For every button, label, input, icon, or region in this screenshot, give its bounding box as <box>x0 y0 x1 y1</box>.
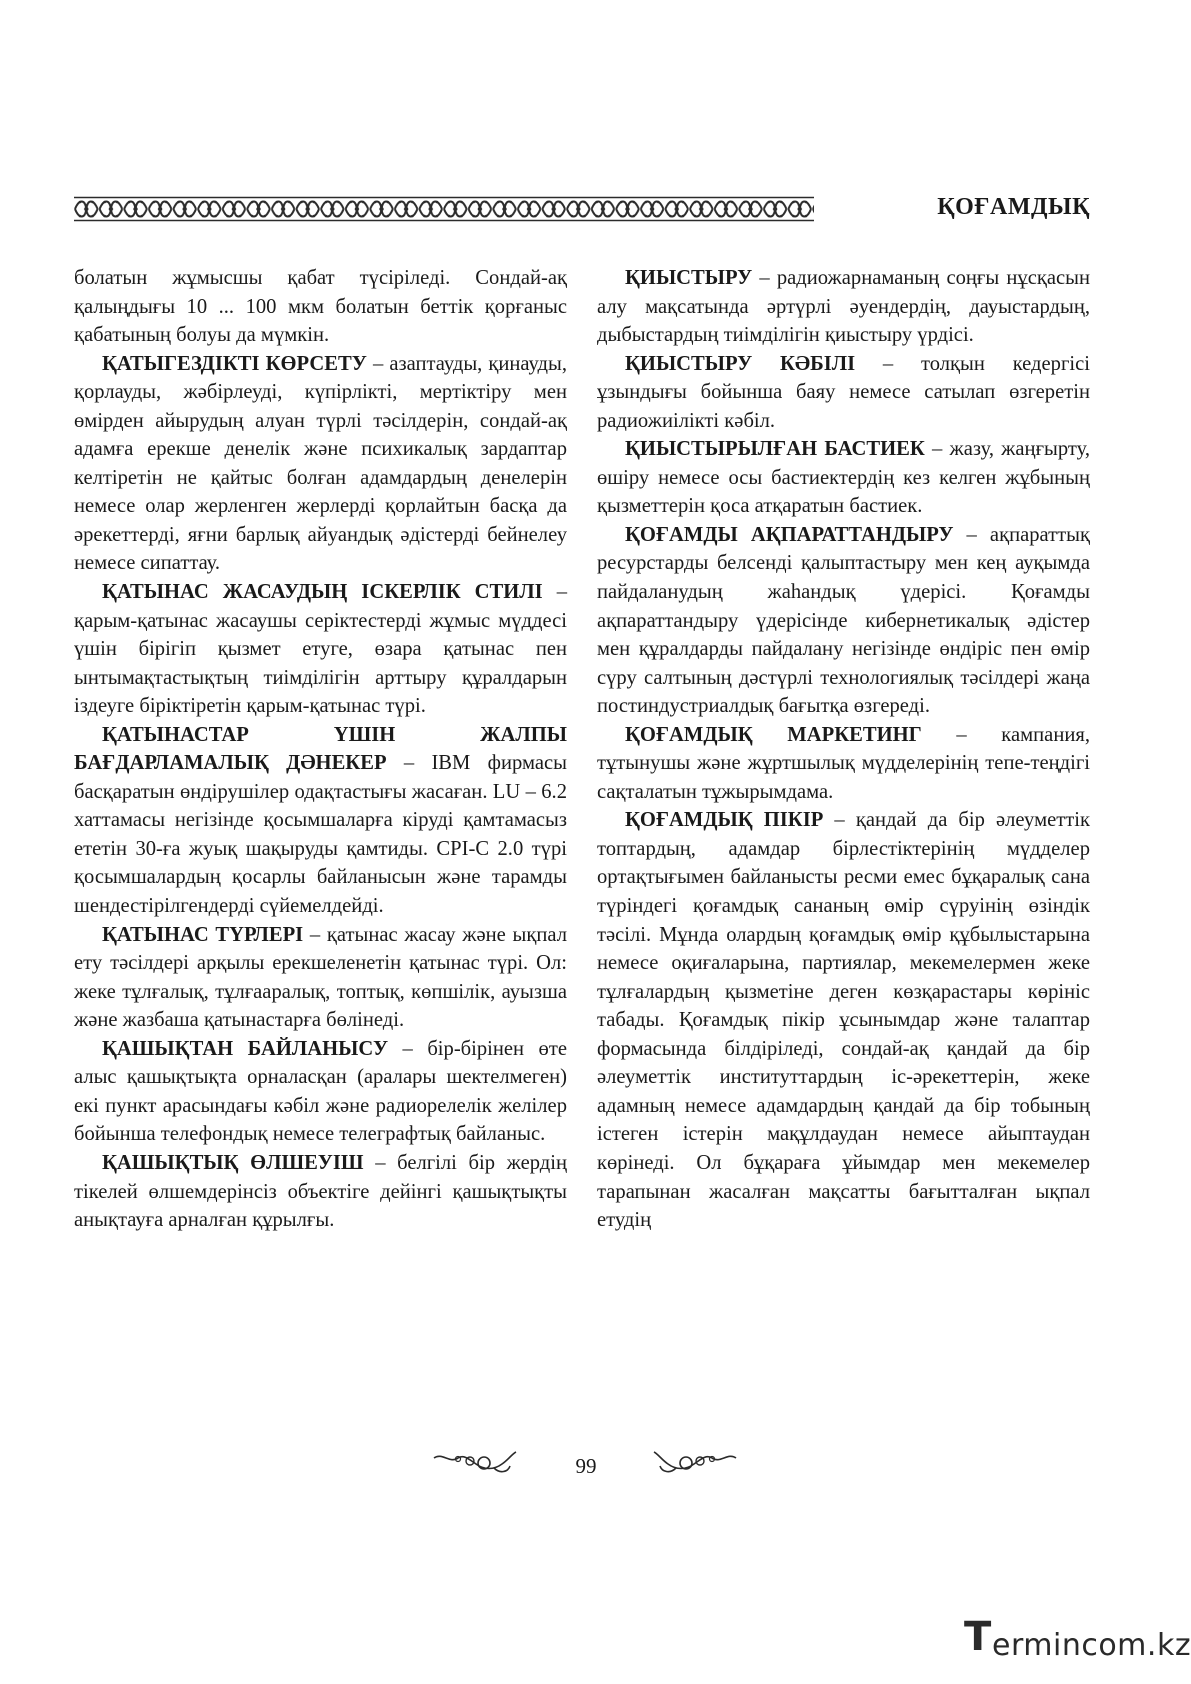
glossary-entry <box>74 1149 567 1235</box>
glossary-entry <box>597 806 1090 1234</box>
entry-definition: – радиожарнаманың соңғы нұсқасын алу мақсатында әртүрлі әуендердің, дауыстардың, дыбыстардың тиімділігін қиыстыру үрдісі. <box>597 267 1090 347</box>
glossary-entry <box>74 578 567 721</box>
glossary-entry <box>74 721 567 921</box>
watermark-text: ermincom.kz <box>992 1628 1191 1663</box>
page-header <box>74 192 1090 226</box>
glossary-entry <box>74 1035 567 1149</box>
glossary-entry <box>597 435 1090 521</box>
glossary-entry <box>597 721 1090 807</box>
entry-term: ҚИЫСТЫРУ <box>625 267 753 289</box>
entry-definition: болатын жұмысшы қабат түсіріледі. Сондай-ақ қалыңдығы 10 ... 100 мкм болатын беттік қорғаныс қабатының болуы да мүмкін. <box>74 267 567 347</box>
entry-term: ҚАШЫҚТЫҚ ӨЛШЕУІШ <box>102 1151 364 1174</box>
entry-definition: – кампания, тұтынушы және жұртшылық мүдделерінің тепе-теңдігі сақталатын тұжырымдама. <box>597 723 1090 803</box>
entry-term: ҚОҒАМДЫҚ МАРКЕТИНГ <box>625 723 922 746</box>
entry-term: ҚОҒАМДЫ АҚПАРАТТАНДЫРУ <box>625 523 954 546</box>
entry-term: ҚАТЫНАС ТҮРЛЕРІ <box>102 923 304 946</box>
entry-term: ҚИЫСТЫРЫЛҒАН БАСТИЕК <box>625 438 925 461</box>
kazakh-ornament-band-icon <box>74 196 814 222</box>
entry-definition: – қатынас жасау және ықпал ету тәсілдері арқылы ерекшеленетін қатынас түрі. Ол: жеке тұлғалық, тұлғааралық, топтық, көпшілік, ауызша және жазбаша қатынастарға бөлінеді. <box>74 923 567 1032</box>
entry-term: ҚИЫСТЫРУ КӘБІЛІ <box>625 352 856 375</box>
watermark <box>964 1614 1191 1670</box>
right-column <box>597 264 1090 1235</box>
watermark-logo-letter: T <box>964 1614 992 1660</box>
entry-definition: – бір-бірінен өте алыс қашықтықта орналасқан (аралары шектелмеген) екі пункт арасындағы кәбіл және радиорелелік желілер бойынша телефондық немесе телеграфтық байланыс. <box>74 1037 567 1146</box>
entry-definition: – қандай да бір әлеуметтік топтардың, адамдар бірлестіктерінің мүдделер ортақтығымен байланысты ресми емес бұқаралық сана түріндегі қоғамдық сананың өмір сүруінің өзіндік тәсілі. Мұнда олардың қоғамдық өмір құбылыстарына немесе оқиғаларына, партиялар, мекемелермен жеке тұлғалардың қызметіне деген көзқарастары көрініс табады. Қоғамдық пікір ұсынымдар және талаптар формасында білдіріледі, сондай-ақ қандай да бір әлеуметтік институттардың іс-әрекеттерін, жеке адамның немесе адамдардың қандай да бір тобының істеген істерін мақұлдаудан немесе айыптаудан көрінеді. Ол бұқараға ұйымдар мен мекемелер тарапынан жасалған мақсатты бағытталған ықпал етудің <box>597 809 1090 1232</box>
page-number: 99 <box>575 1454 597 1478</box>
entry-definition: – IBM фирмасы басқаратын өндірушілер одақтастығы жасаған. LU – 6.2 хаттамасы негізінде қосымшаларға кіруді қамтамасыз ететін 30-ға жуық шақыруды қамтиды. CPI-C 2.0 түрі қосымшалардың қосарлы байланысын және тарамды шендестірілгендерді сүйемелдейді. <box>74 752 567 918</box>
entry-definition: – белгілі бір жердің тікелей өлшемдерінсіз объектіге дейінгі қашықтықты анықтауға арналған құрылғы. <box>74 1151 567 1232</box>
section-title: ҚОҒАМДЫҚ <box>937 194 1090 220</box>
entry-definition: – жазу, жаңғырту, өшіру немесе осы бастиектердің кез келген жұбының қызметтерін қоса атқаратын бастиек. <box>597 438 1090 518</box>
entry-term: ҚАШЫҚТАН БАЙЛАНЫСУ <box>102 1037 389 1060</box>
entry-definition: – ақпараттық ресурстарды белсенді қалыптастыру мен кең ауқымда пайдаланудың жаһандық үдерісі. Қоғамды ақпараттандыру үдерісінде кибернетикалық әдістер мен құралдарды пайдалану негізінде өндіріс пен өмір сүру салтының дәстүрлі технологиялық тәсілдері жаңа постиндустриалдық бағытқа өзгереді. <box>597 523 1090 718</box>
glossary-entry <box>74 921 567 1035</box>
entry-definition: – толқын кедергісі ұзындығы бойынша баяу немесе сатылап өзгеретін радиожиілікті кәбіл. <box>597 352 1091 432</box>
glossary-entry-continued <box>74 264 567 350</box>
entry-term: ҚАТЫГЕЗДІКТІ КӨРСЕТУ <box>102 352 367 375</box>
page-footer <box>0 1446 1191 1486</box>
glossary-entry <box>597 350 1090 436</box>
entry-definition: – азаптауды, қинауды, қорлауды, жәбірлеуді, күпірлікті, мертіктіру мен өмірден айырудың алуан түрлі тәсілдерін, сондай-ақ адамға ерекше денелік және психикалық зардаптар келтіретін не қайтыс болған адамдардың денелерін немесе олар жерленген жерлерді қорлайтын басқа да әрекеттерді, яғни барлық айуандық әдістерді бейнелеу немесе сипаттау. <box>74 352 567 575</box>
curl-ornament-icon <box>432 1450 518 1476</box>
glossary-entry <box>597 264 1090 350</box>
glossary-entry <box>74 350 567 578</box>
glossary-entry <box>597 521 1090 721</box>
curl-ornament-icon <box>652 1450 738 1476</box>
entry-term: ҚОҒАМДЫҚ ПІКІР <box>625 809 824 832</box>
left-column <box>74 264 567 1235</box>
entry-definition: – қарым-қатынас жасаушы серіктестерді жұмыс мүддесі үшін бірігіп қызмет етуге, өзара қатынас пен ынтымақтастықтың тиімділігін арттыру құралдарын іздеуге біріктіретін қарым-қатынас түрі. <box>74 581 567 718</box>
entry-term: ҚАТЫНАС ЖАСАУДЫҢ ІСКЕРЛІК СТИЛІ <box>102 581 543 604</box>
entry-term: ҚАТЫНАСТАР ҮШІН ЖАЛПЫ БАҒДАРЛАМАЛЫҚ ДӘНЕКЕР <box>74 723 567 775</box>
